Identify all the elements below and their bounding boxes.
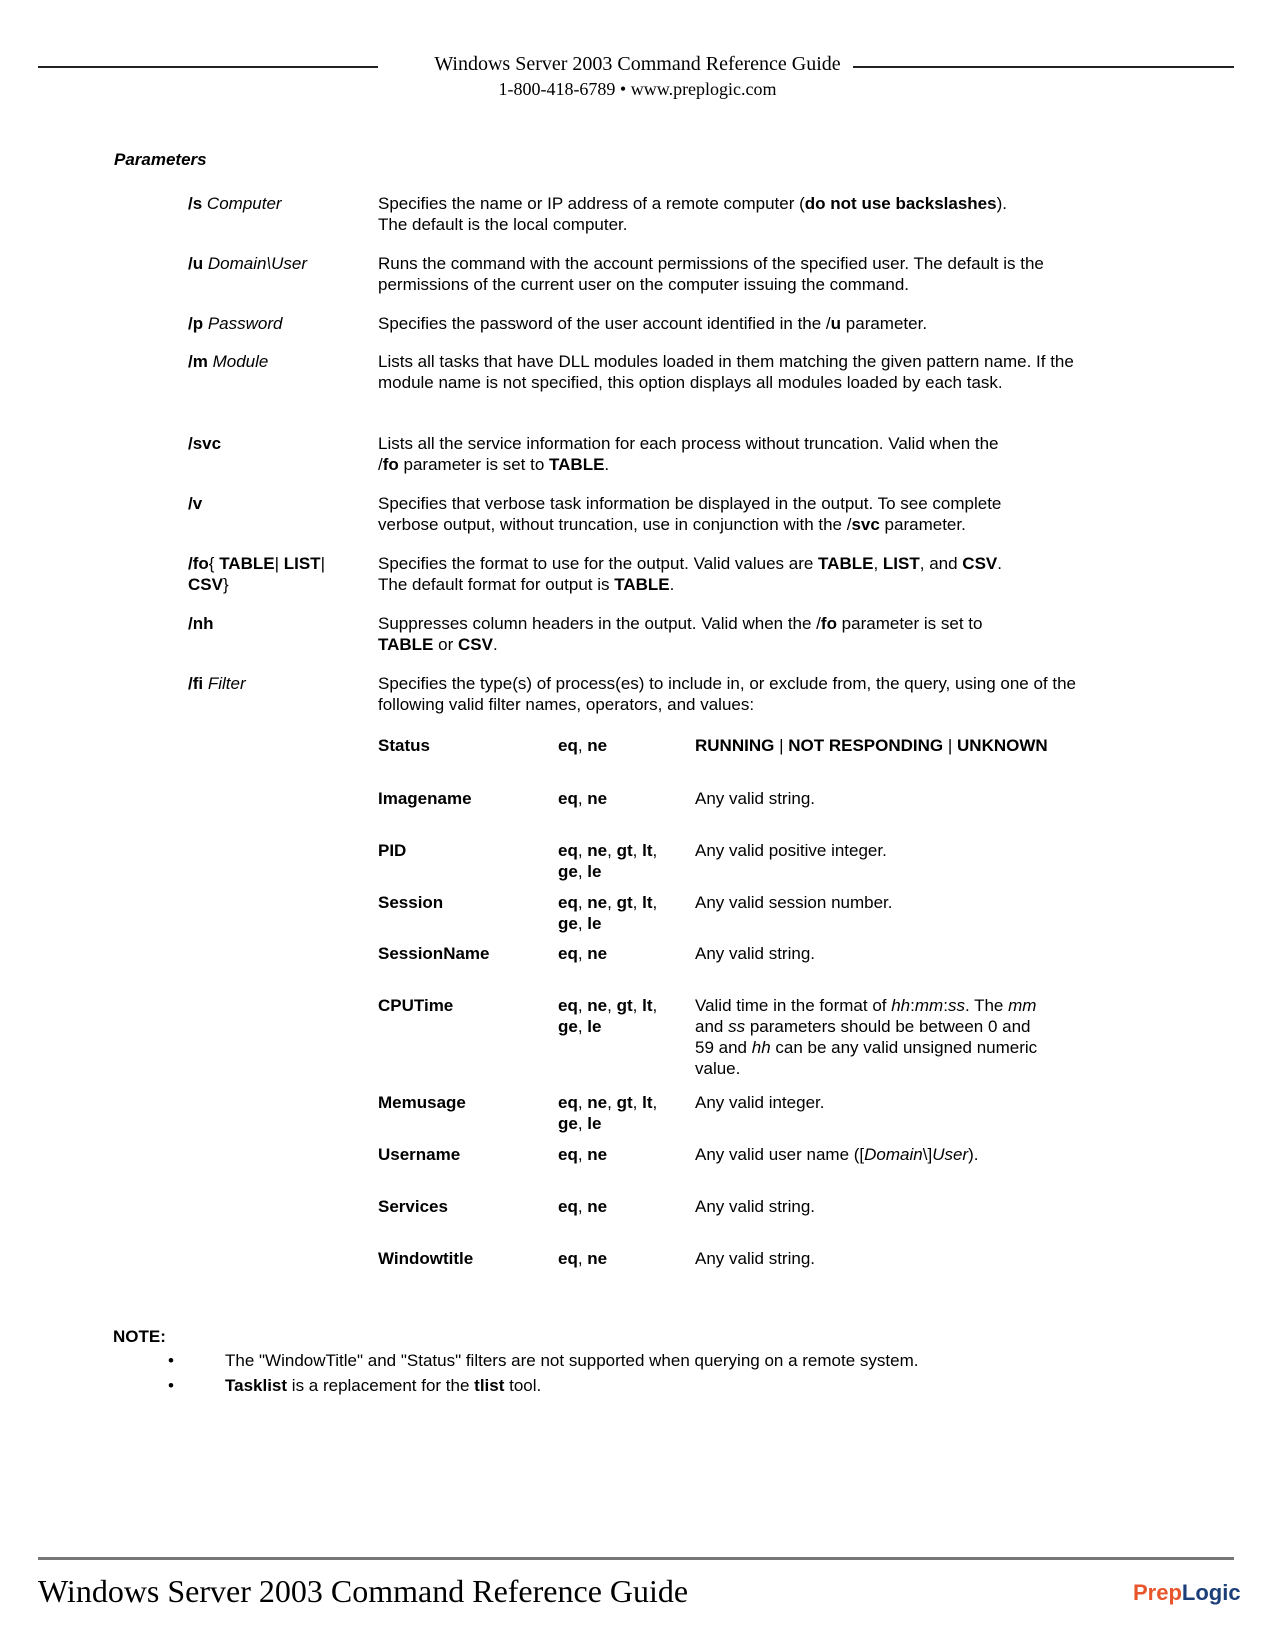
- filter-values: Any valid string.: [695, 1197, 815, 1216]
- footer-title: Windows Server 2003 Command Reference Guide: [38, 1573, 689, 1609]
- filter-ops: eq, ne: [558, 1145, 608, 1164]
- filter-values: Any valid positive integer.: [695, 841, 887, 860]
- filter-name: Memusage: [378, 1093, 466, 1112]
- filter-name: PID: [378, 841, 407, 860]
- bullet-icon: •: [168, 1376, 174, 1395]
- section-title: Parameters: [114, 150, 207, 169]
- filter-values: Any valid string.: [695, 789, 815, 808]
- header-title: Windows Server 2003 Command Reference Guide: [0, 52, 1275, 76]
- param-term-u: /u Domain\User: [188, 254, 308, 273]
- filter-name: Username: [378, 1145, 461, 1164]
- filter-ops: eq, ne: [558, 1197, 608, 1216]
- filter-values: Valid time in the format of hh:mm:ss. The mm and ss parameters should be between 0 and 59 and hh can be any valid unsigned numeric value.: [695, 996, 1038, 1078]
- filter-values: Any valid session number.: [695, 893, 893, 912]
- preplogic-logo: PrepLogic: [1133, 1580, 1241, 1605]
- filter-name: Imagename: [378, 789, 472, 808]
- param-desc-p: Specifies the password of the user account identified in the /u parameter.: [378, 314, 928, 333]
- note-item: Tasklist is a replacement for the tlist tool.: [225, 1376, 542, 1395]
- filter-ops: eq, ne, gt, lt, ge, le: [558, 996, 658, 1036]
- footer-rule: [38, 1557, 1234, 1560]
- filter-values: Any valid integer.: [695, 1093, 825, 1112]
- param-term-fo: /fo{ TABLE| LIST| CSV}: [188, 554, 325, 594]
- filter-name: CPUTime: [378, 996, 454, 1015]
- param-desc-svc: Lists all the service information for each process without truncation. Valid when the /fo parameter is set to TABLE.: [378, 434, 999, 474]
- filter-ops: eq, ne: [558, 1249, 608, 1268]
- filter-values: RUNNING | NOT RESPONDING | UNKNOWN: [695, 736, 1048, 755]
- filter-values: Any valid user name ([Domain\]User).: [695, 1145, 979, 1164]
- filter-ops: eq, ne: [558, 944, 608, 963]
- param-desc-m: Lists all tasks that have DLL modules loaded in them matching the given pattern name. If the module name is not specified, this option displays all modules loaded by each task.: [378, 352, 1074, 392]
- filter-values: Any valid string.: [695, 944, 815, 963]
- param-term-svc: /svc: [188, 434, 222, 453]
- filter-name: Status: [378, 736, 430, 755]
- filter-ops: eq, ne, gt, lt, ge, le: [558, 841, 658, 881]
- param-desc-v: Specifies that verbose task information be displayed in the output. To see complete verbose output, without truncation, use in conjunction with the /svc parameter.: [378, 494, 1002, 534]
- filter-name: Services: [378, 1197, 448, 1216]
- filter-ops: eq, ne, gt, lt, ge, le: [558, 1093, 658, 1133]
- param-desc-fo: Specifies the format to use for the output. Valid values are TABLE, LIST, and CSV. The default format for output is TABLE.: [378, 554, 1002, 594]
- filter-ops: eq, ne, gt, lt, ge, le: [558, 893, 658, 933]
- param-term-v: /v: [188, 494, 203, 513]
- note-item: The "WindowTitle" and "Status" filters are not supported when querying on a remote system.: [225, 1351, 919, 1370]
- param-desc-nh: Suppresses column headers in the output. Valid when the /fo parameter is set to TABLE or CSV.: [378, 614, 983, 654]
- param-desc-u: Runs the command with the account permissions of the specified user. The default is the permissions of the current user on the computer issuing the command.: [378, 254, 1044, 294]
- filter-name: SessionName: [378, 944, 490, 963]
- param-term-nh: /nh: [188, 614, 214, 633]
- note-heading: NOTE:: [113, 1327, 166, 1346]
- filter-values: Any valid string.: [695, 1249, 815, 1268]
- param-term-fi: /fi Filter: [188, 674, 246, 693]
- param-desc-s: Specifies the name or IP address of a remote computer (do not use backslashes). The default is the local computer.: [378, 194, 1007, 234]
- filter-name: Session: [378, 893, 444, 912]
- param-term-m: /m Module: [188, 352, 269, 371]
- param-term-s: /s Computer: [188, 194, 282, 213]
- param-desc-fi: Specifies the type(s) of process(es) to include in, or exclude from, the query, using one of the following valid filter names, operators, and values:: [378, 674, 1076, 714]
- param-term-p: /p Password: [188, 314, 283, 333]
- filter-ops: eq, ne: [558, 736, 608, 755]
- filter-ops: eq, ne: [558, 789, 608, 808]
- header-contact: 1-800-418-6789 • www.preplogic.com: [498, 79, 777, 99]
- bullet-icon: •: [168, 1351, 174, 1370]
- filter-name: Windowtitle: [378, 1249, 474, 1268]
